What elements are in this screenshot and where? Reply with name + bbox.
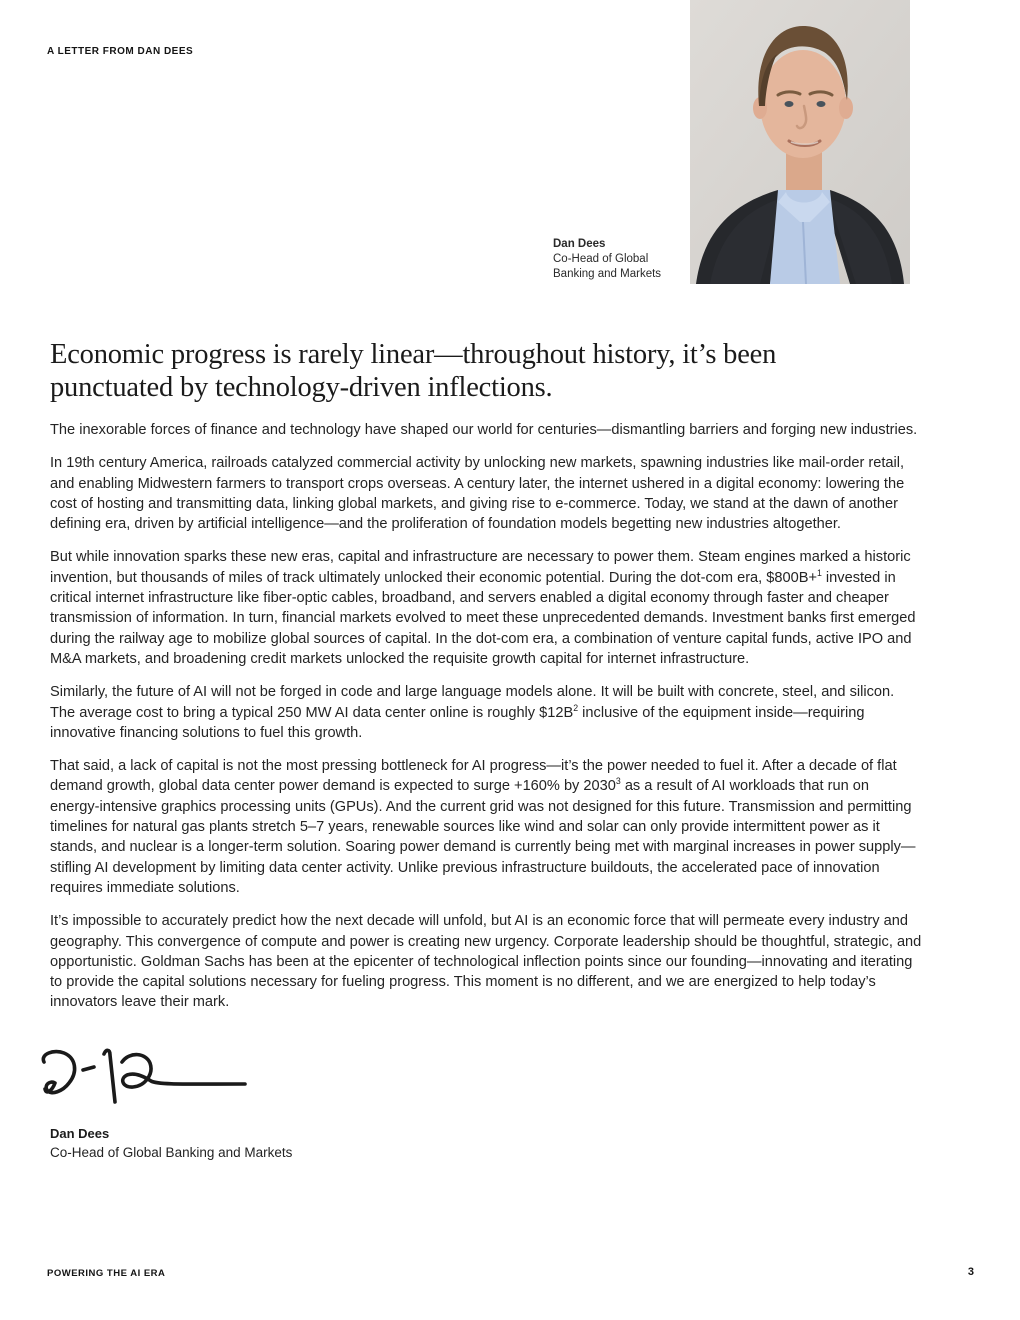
signature-handwriting bbox=[38, 1046, 250, 1118]
letter-paragraph: But while innovation sparks these new eras, capital and infrastructure are necessary to power them. Steam engines marked a historic invention, but thousands of miles of track ultimately unlocked their economic potential. During the dot-com era, $800B+$^1$ invested in critical internet infrastructure like fiber-optic cables, broadband, and servers enabled a digital economy through faster and cheaper transmission of information. In turn, financial markets evolved to meet these unprecedented demands. Investment banks first emerged during the railway age to mobilize global sources of capital. In the dot-com era, a combination of venture capital funds, active IPO and M&A markets, and broadening credit markets unlocked the requisite growth capital for internet infrastructure. bbox=[50, 549, 916, 667]
letter-content bbox=[50, 338, 922, 1026]
portrait-illustration bbox=[690, 0, 910, 284]
letter-paragraph: It’s impossible to accurately predict how the next decade will unfold, but AI is an economic force that will permeate every industry and geography. This convergence of compute and power is creating new urgency. Corporate leadership should be thoughtful, strategic, and opportunistic. Goldman Sachs has been at the epicenter of technological inflection points since our founding—innovating and iterating to provide the capital solutions necessary for fueling progress. This moment is no different, and we are energized to help today’s innovators leave their mark. bbox=[50, 913, 922, 1011]
footer-page-number: 3 bbox=[967, 1266, 974, 1278]
photo-caption bbox=[553, 237, 685, 282]
page-kicker: A LETTER FROM DAN DEES bbox=[47, 46, 194, 57]
photo-caption-title-line2: Banking and Markets bbox=[553, 268, 662, 280]
letter-paragraph: In 19th century America, railroads catalyzed commercial activity by unlocking new markets, spawning industries like mail-order retail, and enabling Midwestern farmers to transport crops overseas. A century later, the internet ushered in a digital economy: lowering the cost of hosting and transmitting data, linking global markets, and giving rise to e-commerce. Today, we stand at the dawn of another defining era, driven by artificial intelligence—and the proliferation of foundation models begetting new industries altogether. bbox=[50, 455, 905, 533]
letter-paragraph: The inexorable forces of finance and technology have shaped our world for centuries—dismantling barriers and forging new industries. bbox=[50, 422, 918, 438]
letter-paragraph: Similarly, the future of AI will not be forged in code and large language models alone. It will be built with concrete, steel, and silicon. The average cost to bring a typical 250 MW AI data center online is roughly $\$12B^2$ inclusive of the equipment inside—requiring innovative financing solutions to fuel this growth. bbox=[50, 684, 895, 741]
photo-caption-name: Dan Dees bbox=[553, 238, 606, 250]
signature bbox=[38, 1046, 250, 1123]
signature-name: Dan Dees bbox=[50, 1126, 110, 1141]
letter-paragraph: That said, a lack of capital is not the most pressing bottleneck for AI progress—it’s the power needed to fuel it. After a decade of flat demand growth, global data center power demand is expected to surge +160% by 2030$^3$ as a result of AI workloads that run on energy-intensive graphics processing units (GPUs). And the current grid was not designed for this future. Transmission and permitting timelines for natural gas plants stretch 5–7 years, renewable sources like wind and solar can only provide intermittent power as it stands, and nuclear is a longer-term solution. Soaring power demand is currently being met with marginal increases in power supply—stifling AI development by limiting data center activity. Unlike previous infrastructure buildouts, the accelerated pace of innovation requires immediate solutions. bbox=[50, 758, 916, 896]
letter-body bbox=[50, 420, 922, 1013]
portrait-photo bbox=[690, 0, 910, 284]
footer-document-title: POWERING THE AI ERA bbox=[47, 1268, 166, 1279]
photo-caption-title-line1: Co-Head of Global bbox=[553, 253, 649, 265]
signature-title: Co-Head of Global Banking and Markets bbox=[50, 1145, 293, 1160]
letter-heading: Economic progress is rarely linear—throughout history, it’s been punctuated by technology-driven inflections. bbox=[50, 339, 777, 403]
